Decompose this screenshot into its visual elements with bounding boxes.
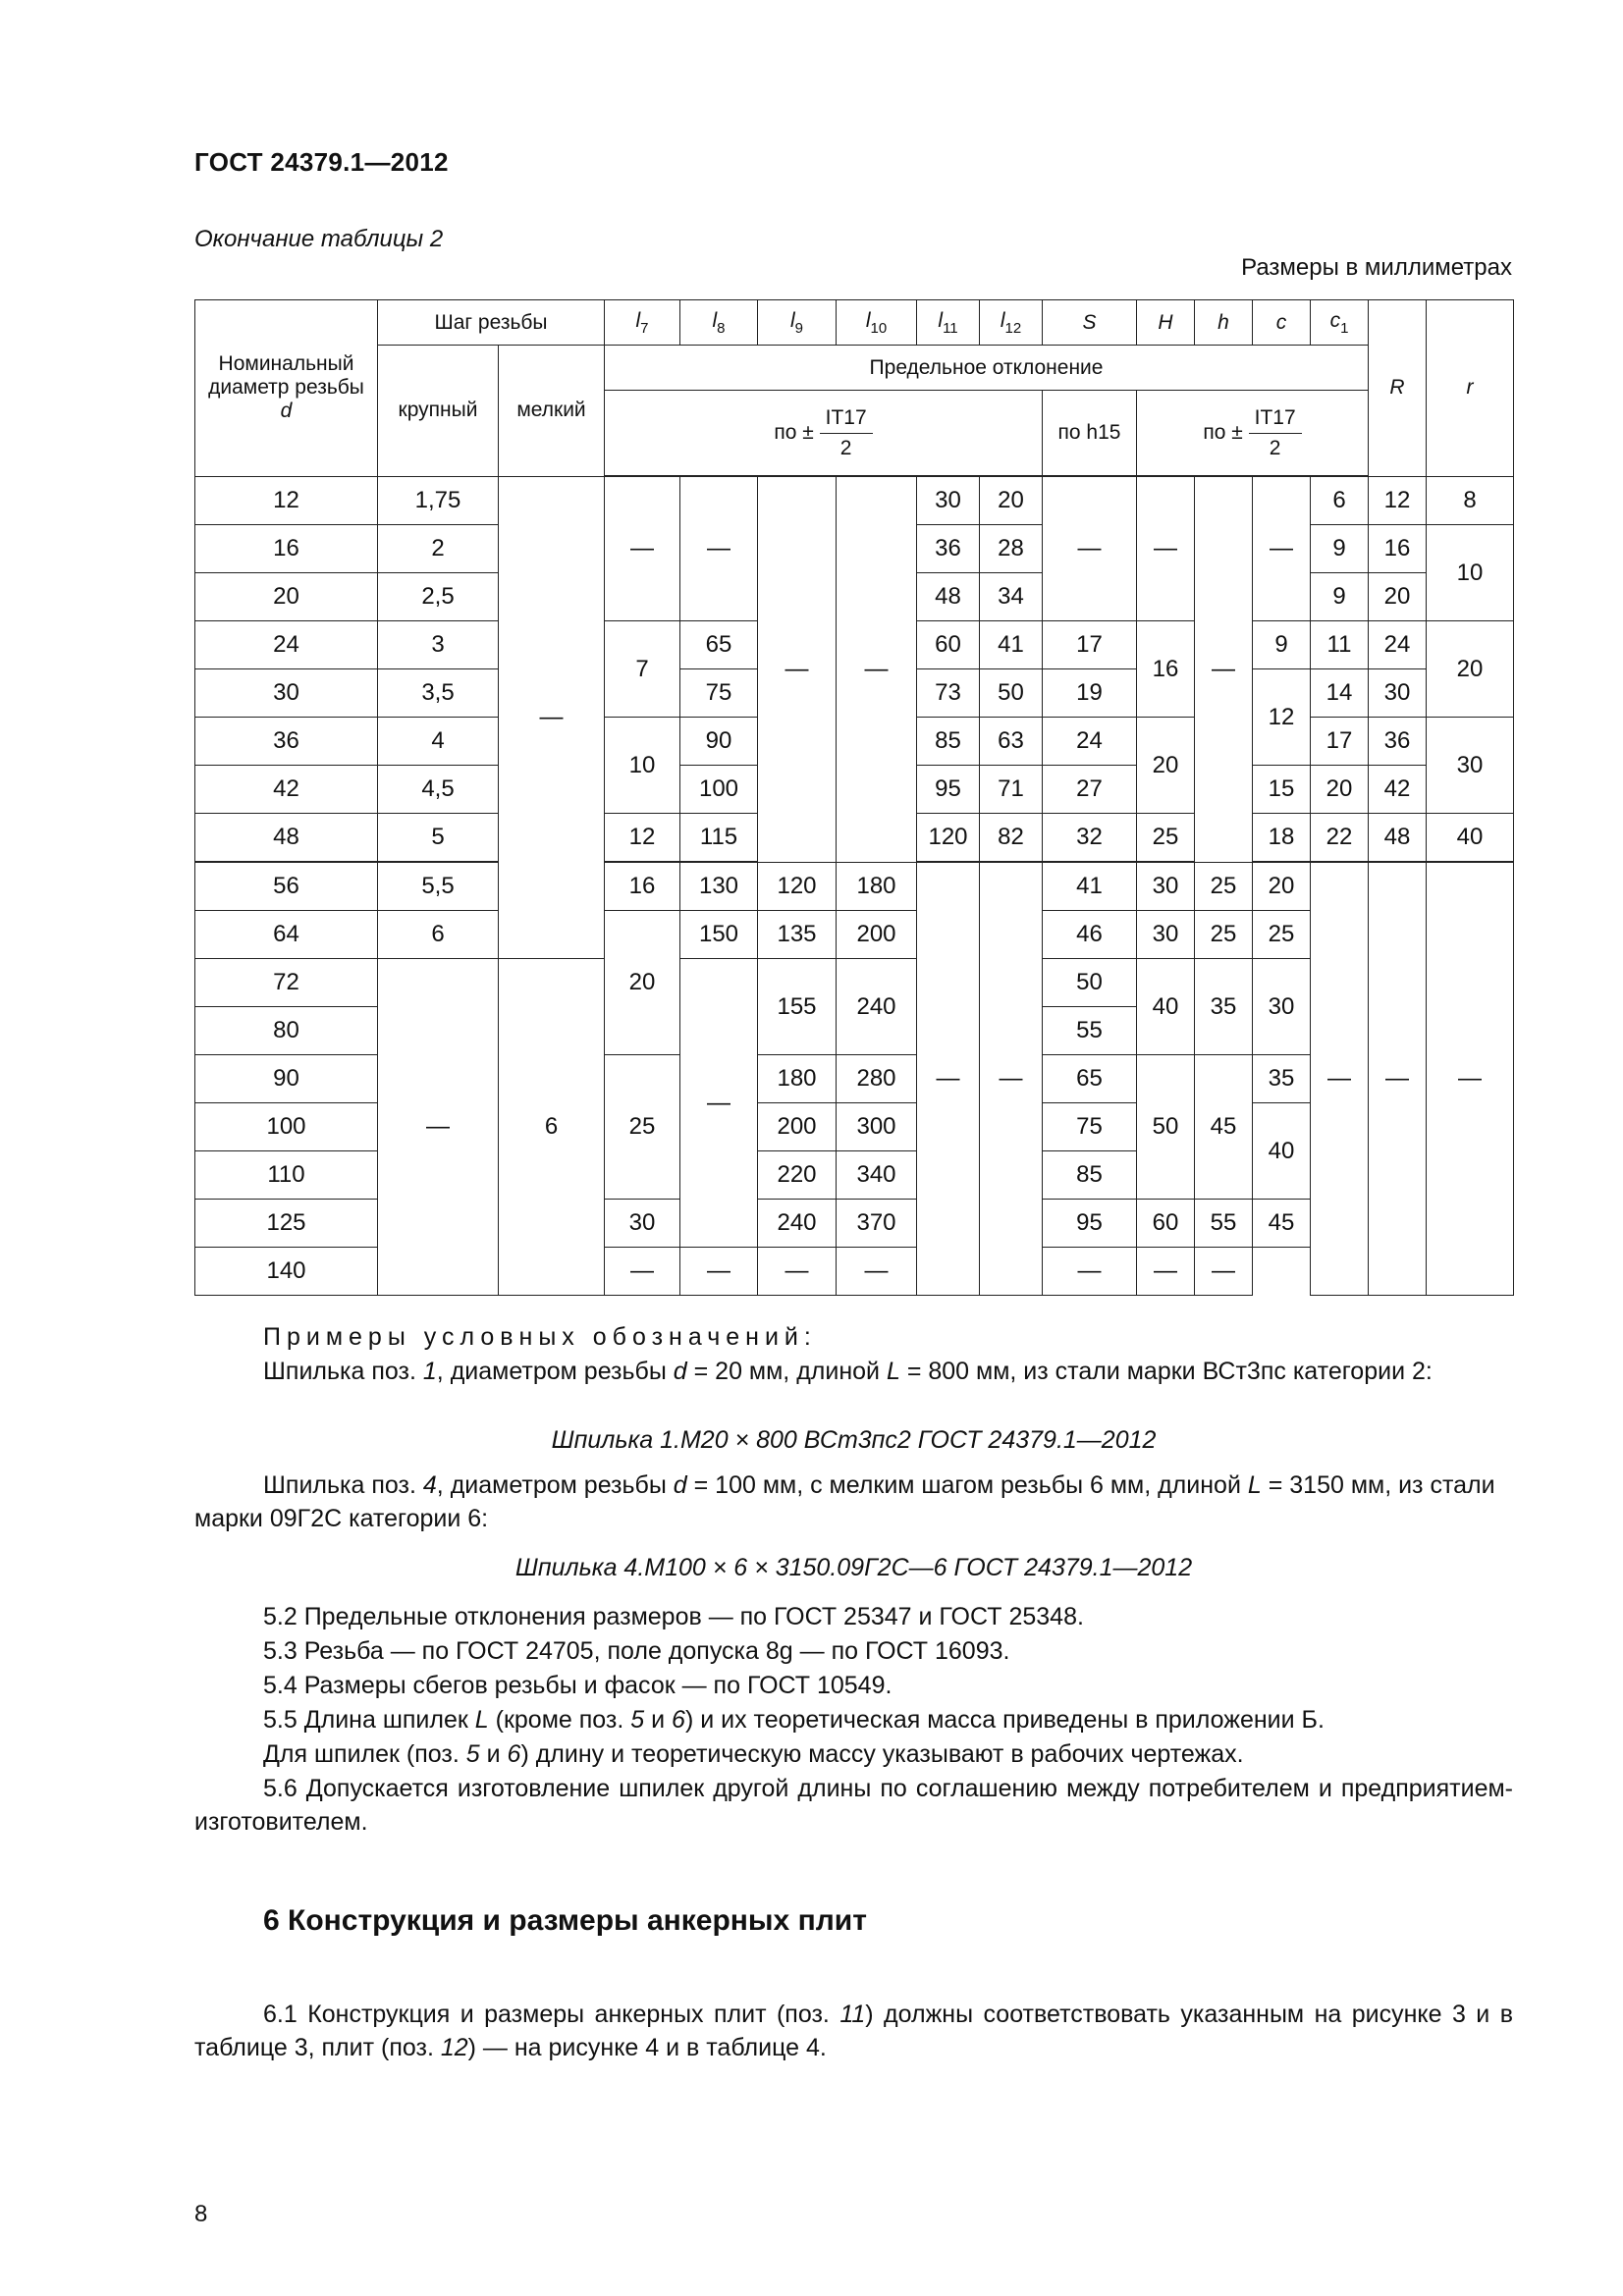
clause-5-5-note: Для шпилек (поз. 5 и 6) длину и теоретическую массу указывают в рабочих чертежах. <box>263 1740 1244 1768</box>
cell-c1: 14 <box>1311 669 1369 718</box>
cell-coarse: 4 <box>378 718 499 766</box>
cell-l11: 60 <box>917 621 980 669</box>
cell-R: 30 <box>1369 669 1427 718</box>
cell-d: 24 <box>195 621 378 669</box>
cell-coarse: 1,75 <box>378 476 499 525</box>
cell-coarse: 3,5 <box>378 669 499 718</box>
cell-h: 35 <box>1195 959 1253 1055</box>
cell-l7: 20 <box>605 911 680 1055</box>
cell-l7: 30 <box>605 1200 680 1248</box>
cell-coarse: 2 <box>378 525 499 573</box>
header-tolerance-it17-half: по ± $\frac{IT17}{2}$ <box>605 391 1043 477</box>
header-l8: $l_8$ <box>680 300 758 346</box>
cell-d: 30 <box>195 669 378 718</box>
cell-S: 85 <box>1043 1151 1137 1200</box>
cell-h: 55 <box>1195 1200 1253 1248</box>
cell-fine: 6 <box>499 959 605 1296</box>
cell-c1: 17 <box>1311 718 1369 766</box>
cell-H: 25 <box>1137 814 1195 863</box>
cell-c: 15 <box>1253 766 1311 814</box>
cell-R: 48 <box>1369 814 1427 863</box>
cell-d: 140 <box>195 1248 378 1296</box>
header-R: R <box>1369 300 1427 477</box>
header-l9: $l_9$ <box>758 300 837 346</box>
cell-R: 36 <box>1369 718 1427 766</box>
dimensions-table <box>194 299 1514 1296</box>
cell-l11: 120 <box>917 814 980 863</box>
cell-H: 30 <box>1137 862 1195 911</box>
cell-h: 25 <box>1195 862 1253 911</box>
cell-c1: — <box>1311 862 1369 1296</box>
cell-coarse: 4,5 <box>378 766 499 814</box>
cell-S: 32 <box>1043 814 1137 863</box>
table-header-row <box>195 346 1514 391</box>
cell-l11: — <box>917 862 980 1296</box>
cell-d: 12 <box>195 476 378 525</box>
cell-l12: 82 <box>980 814 1043 863</box>
cell-c: 12 <box>1253 669 1311 766</box>
cell-c1: 6 <box>1311 476 1369 525</box>
cell-l10: 240 <box>837 959 917 1055</box>
cell-l10: — <box>837 476 917 862</box>
cell-c1: 20 <box>1311 766 1369 814</box>
cell-S: 50 <box>1043 959 1137 1007</box>
cell-l10: 180 <box>837 862 917 911</box>
cell-c: 45 <box>1253 1200 1311 1248</box>
cell-d: 56 <box>195 862 378 911</box>
cell-d: 64 <box>195 911 378 959</box>
cell-l8: 75 <box>680 669 758 718</box>
header-l10: $l_{10}$ <box>837 300 917 346</box>
cell-d: 110 <box>195 1151 378 1200</box>
cell-S: — <box>1043 476 1137 621</box>
cell-coarse: — <box>378 959 499 1296</box>
cell-d: 100 <box>195 1103 378 1151</box>
cell-coarse: 5 <box>378 814 499 863</box>
example-2-text: Шпилька поз. 4, диаметром резьбы d = 100 мм, с мелким шагом резьбы 6 мм, длиной L = 3150 мм, из стали марки 09Г2С категории 6: <box>194 1471 1495 1532</box>
cell-H: 20 <box>1137 718 1195 814</box>
cell-h: 25 <box>1195 911 1253 959</box>
cell-l9: 200 <box>758 1103 837 1151</box>
clause-5-6: 5.6 Допускается изготовление шпилек другой длины по соглашению между потребителем и предприятием-изготовителем. <box>194 1775 1513 1836</box>
header-r: r <box>1427 300 1514 477</box>
cell-l10: — <box>758 1248 837 1296</box>
cell-l8: 90 <box>680 718 758 766</box>
cell-l9: 135 <box>758 911 837 959</box>
cell-l12: 34 <box>980 573 1043 621</box>
cell-H: 40 <box>1137 959 1195 1055</box>
header-thread-pitch: Шаг резьбы <box>378 300 605 346</box>
cell-l8: 150 <box>680 911 758 959</box>
header-l12: $l_{12}$ <box>980 300 1043 346</box>
cell-l12: 41 <box>980 621 1043 669</box>
cell-S: 19 <box>1043 669 1137 718</box>
cell-H: 60 <box>1137 1200 1195 1248</box>
cell-l8: — <box>680 476 758 621</box>
table-caption: Окончание таблицы 2 <box>194 226 444 252</box>
section-6-heading: 6 Конструкция и размеры анкерных плит <box>263 1904 867 1937</box>
header-tolerance-it17-half-2: по ± $\frac{IT17}{2}$ <box>1137 391 1369 477</box>
clause-5-2: 5.2 Предельные отклонения размеров — по ГОСТ 25347 и ГОСТ 25348. <box>263 1603 1084 1630</box>
cell-l12: 63 <box>980 718 1043 766</box>
cell-l11: 36 <box>917 525 980 573</box>
cell-R: 24 <box>1369 621 1427 669</box>
cell-l7: 12 <box>605 814 680 863</box>
clause-5-5: 5.5 Длина шпилек L (кроме поз. 5 и 6) и их теоретическая масса приведены в приложении Б. <box>263 1706 1325 1734</box>
example-2-designation: Шпилька 4.М100 × 6 × 3150.09Г2С—6 ГОСТ 24379.1—2012 <box>514 1554 1193 1581</box>
cell-S: 24 <box>1043 718 1137 766</box>
cell-r: — <box>1427 862 1514 1296</box>
cell-H: 30 <box>1137 911 1195 959</box>
cell-r: 8 <box>1427 476 1514 525</box>
cell-c: 30 <box>1253 959 1311 1055</box>
page-number: 8 <box>194 2201 208 2227</box>
cell-coarse: 2,5 <box>378 573 499 621</box>
cell-l9: — <box>680 1248 758 1296</box>
cell-r: 40 <box>1427 814 1514 863</box>
cell-d: 72 <box>195 959 378 1007</box>
cell-S: 41 <box>1043 862 1137 911</box>
header-coarse: крупный <box>378 346 499 477</box>
cell-l9: 120 <box>758 862 837 911</box>
cell-S: 65 <box>1043 1055 1137 1103</box>
header-limit-deviation: Предельное отклонение <box>605 346 1369 391</box>
cell-coarse: 3 <box>378 621 499 669</box>
cell-l9: — <box>758 476 837 862</box>
cell-S: 46 <box>1043 911 1137 959</box>
cell-c1: 9 <box>1311 573 1369 621</box>
cell-S: 55 <box>1043 1007 1137 1055</box>
header-H: H <box>1137 300 1195 346</box>
cell-c: 35 <box>1253 1055 1311 1103</box>
cell-l10: 340 <box>837 1151 917 1200</box>
cell-l7: 10 <box>605 718 680 814</box>
cell-l10: 280 <box>837 1055 917 1103</box>
cell-c1: 11 <box>1311 621 1369 669</box>
cell-l12: 50 <box>980 669 1043 718</box>
cell-l12: — <box>980 862 1043 1296</box>
cell-S: 75 <box>1043 1103 1137 1151</box>
cell-r: 30 <box>1427 718 1514 814</box>
cell-c: 20 <box>1253 862 1311 911</box>
cell-l10: 200 <box>837 911 917 959</box>
cell-l7: 7 <box>605 621 680 718</box>
cell-d: 125 <box>195 1200 378 1248</box>
cell-l8: — <box>680 959 758 1248</box>
cell-H: — <box>1043 1248 1137 1296</box>
cell-r: 10 <box>1427 525 1514 621</box>
clause-5-3: 5.3 Резьба — по ГОСТ 24705, поле допуска 8g — по ГОСТ 16093. <box>263 1637 1010 1665</box>
cell-d: 90 <box>195 1055 378 1103</box>
header-nominal-diameter <box>195 300 378 477</box>
cell-c: — <box>1195 1248 1253 1296</box>
cell-l11: 30 <box>917 476 980 525</box>
cell-c1: 22 <box>1311 814 1369 863</box>
header-h: h <box>1195 300 1253 346</box>
cell-d: 80 <box>195 1007 378 1055</box>
header-nominal-label: Номинальный диаметр резьбы <box>208 352 364 400</box>
cell-S: — <box>837 1248 917 1296</box>
header-c: c <box>1253 300 1311 346</box>
cell-R: 42 <box>1369 766 1427 814</box>
cell-d: 36 <box>195 718 378 766</box>
cell-l11: 85 <box>917 718 980 766</box>
cell-H: 50 <box>1137 1055 1195 1200</box>
header-tolerance-h15: по h15 <box>1043 391 1137 477</box>
cell-l9: 240 <box>758 1200 837 1248</box>
header-l11: $l_{11}$ <box>917 300 980 346</box>
header-S: S <box>1043 300 1137 346</box>
cell-R: 16 <box>1369 525 1427 573</box>
cell-l11: 73 <box>917 669 980 718</box>
cell-c1: 9 <box>1311 525 1369 573</box>
cell-r: 20 <box>1427 621 1514 718</box>
header-nominal-symbol: d <box>280 400 293 423</box>
cell-R: 12 <box>1369 476 1427 525</box>
header-c1: $c_1$ <box>1311 300 1369 346</box>
cell-d: 16 <box>195 525 378 573</box>
cell-l12: 71 <box>980 766 1043 814</box>
cell-d: 48 <box>195 814 378 863</box>
cell-d: 20 <box>195 573 378 621</box>
cell-d: 42 <box>195 766 378 814</box>
cell-l7: 16 <box>605 862 680 911</box>
cell-coarse: 5,5 <box>378 862 499 911</box>
cell-S: 95 <box>1043 1200 1137 1248</box>
cell-l7: — <box>605 1248 680 1296</box>
cell-l11: 48 <box>917 573 980 621</box>
cell-l8: 100 <box>680 766 758 814</box>
table-row <box>195 862 1514 911</box>
cell-H: — <box>1137 476 1195 621</box>
cell-c: 9 <box>1253 621 1311 669</box>
clause-5-4: 5.4 Размеры сбегов резьбы и фасок — по ГОСТ 10549. <box>263 1672 893 1699</box>
example-1-designation: Шпилька 1.М20 × 800 ВСт3пс2 ГОСТ 24379.1—2012 <box>551 1426 1157 1454</box>
cell-S: 27 <box>1043 766 1137 814</box>
cell-l8: 65 <box>680 621 758 669</box>
header-l7: $l_7$ <box>605 300 680 346</box>
table-header-row <box>195 300 1514 346</box>
cell-l12: 20 <box>980 476 1043 525</box>
clause-6-1: 6.1 Конструкция и размеры анкерных плит (поз. 11) должны соответствовать указанным на рисунке 3 и в таблице 3, плит (поз. 12) — на рисунке 4 и в таблице 4. <box>194 2001 1513 2061</box>
cell-R: 20 <box>1369 573 1427 621</box>
cell-l7: — <box>605 476 680 621</box>
document-header: ГОСТ 24379.1—2012 <box>194 147 449 177</box>
cell-l9: 155 <box>758 959 837 1055</box>
cell-c: 25 <box>1253 911 1311 959</box>
examples-title: Примеры условных обозначений: <box>263 1323 817 1351</box>
cell-l10: 370 <box>837 1200 917 1248</box>
cell-fine: — <box>499 476 605 959</box>
cell-l9: 220 <box>758 1151 837 1200</box>
cell-l12: 28 <box>980 525 1043 573</box>
cell-R: — <box>1369 862 1427 1296</box>
units-note: Размеры в миллиметрах <box>1241 254 1512 281</box>
cell-l8: 130 <box>680 862 758 911</box>
cell-l10: 300 <box>837 1103 917 1151</box>
cell-l11: 95 <box>917 766 980 814</box>
cell-c: — <box>1253 476 1311 621</box>
cell-h: — <box>1195 476 1253 862</box>
table-row <box>195 476 1514 525</box>
cell-S: 17 <box>1043 621 1137 669</box>
cell-h: — <box>1137 1248 1195 1296</box>
cell-l8: 115 <box>680 814 758 863</box>
cell-h: 45 <box>1195 1055 1253 1200</box>
example-1-text: Шпилька поз. 1, диаметром резьбы d = 20 мм, длиной L = 800 мм, из стали марки ВСт3пс категории 2: <box>263 1358 1433 1385</box>
cell-l7: 25 <box>605 1055 680 1200</box>
cell-c: 18 <box>1253 814 1311 863</box>
cell-H: 16 <box>1137 621 1195 718</box>
cell-coarse: 6 <box>378 911 499 959</box>
cell-c: 40 <box>1253 1103 1311 1200</box>
cell-l9: 180 <box>758 1055 837 1103</box>
header-fine: мелкий <box>499 346 605 477</box>
